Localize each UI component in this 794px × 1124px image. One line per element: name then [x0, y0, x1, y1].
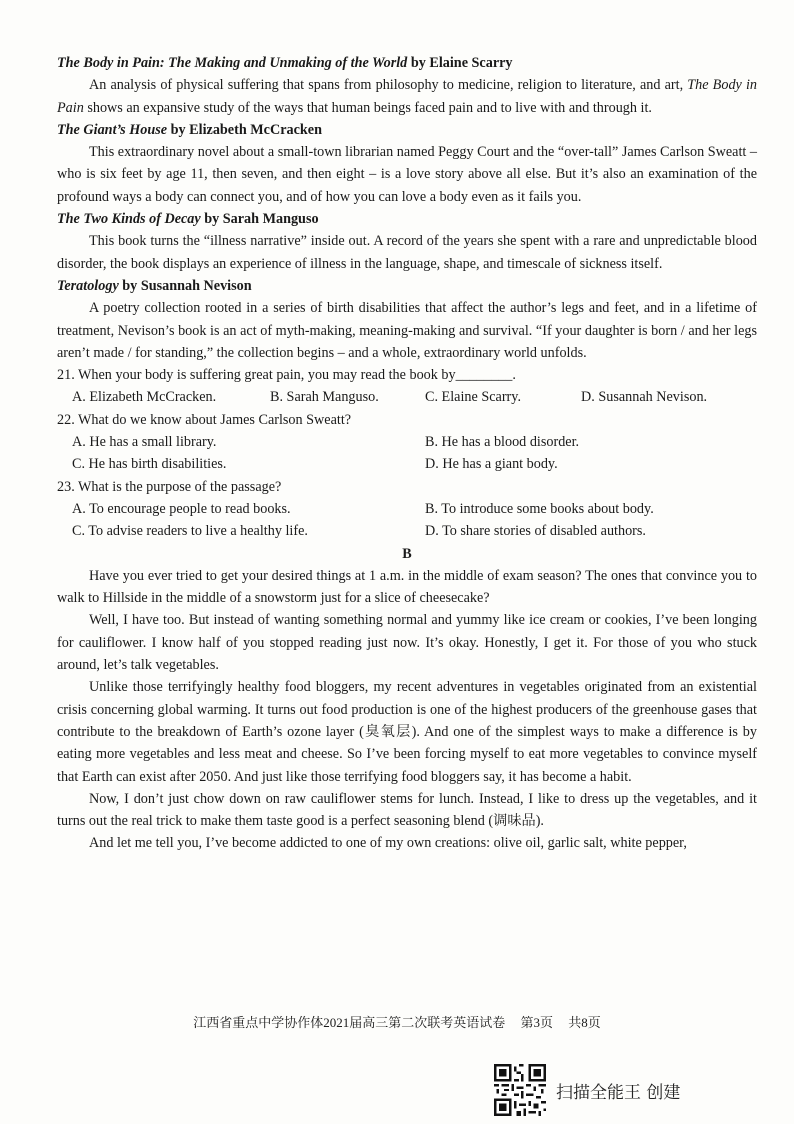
- option-21-a: A. Elizabeth McCracken.: [72, 389, 217, 406]
- book-description-2: This extraordinary novel about a small-town librarian named Peggy Court and the “over-tall” James Carlson Sweatt – who is six feet by age 11, then seven, and then eight – is a love story above all else. But it’s also an examination of the profound ways a body can connect you, and of how you can love a body even as it fails you.: [57, 144, 757, 205]
- scanner-label: 扫描全能王 创建: [556, 1082, 681, 1103]
- passage-b-paragraph-5: And let me tell you, I’ve become addicted to one of my own creations: olive oil, garlic salt, white pepper,: [89, 835, 687, 852]
- option-21-d: D. Susannah Nevison.: [581, 389, 708, 406]
- question-21-options: [57, 386, 757, 408]
- document-page: [57, 52, 757, 855]
- section-b-heading: B: [402, 545, 412, 562]
- book-title-2: The Giant’s House by Elizabeth McCracken: [57, 121, 322, 138]
- option-22-c: C. He has birth disabilities.: [72, 456, 227, 473]
- page-total: 共8页: [568, 1015, 601, 1030]
- page-number: 第3页: [520, 1015, 553, 1030]
- question-23: 23. What is the purpose of the passage?: [57, 478, 282, 495]
- option-23-c: C. To advise readers to live a healthy life.: [72, 523, 308, 540]
- scanner-watermark: [494, 1064, 680, 1116]
- question-22-options: [57, 431, 757, 476]
- passage-b-paragraph-2: Well, I have too. But instead of wanting something normal and yummy like ice cream or cookies, I’ve been longing for cauliflower. I know half of you stopped reading just now. It’s okay. Honestly, I get it. For those of you who stuck around, let’s talk vegetables.: [57, 612, 757, 674]
- option-22-d: D. He has a giant body.: [425, 456, 558, 473]
- book-description-3: This book turns the “illness narrative” inside out. A record of the years she spent with a rare and unpredictable blood disorder, the book displays an experience of illness in the language, shape, and timescale of sickness itself.: [57, 233, 757, 272]
- passage-b-paragraph-4: Now, I don’t just chow down on raw cauliflower stems for lunch. Instead, I like to dress up the vegetables, and it turns out the real trick to make them taste good is a perfect seasoning blend (调味品).: [57, 790, 757, 830]
- option-21-c: C. Elaine Scarry.: [425, 389, 521, 406]
- option-23-b: B. To introduce some books about body.: [425, 500, 654, 517]
- question-23-options: [57, 498, 757, 543]
- qr-code-icon: [494, 1064, 546, 1116]
- book-title-3: The Two Kinds of Decay by Sarah Manguso: [57, 211, 319, 228]
- option-22-b: B. He has a blood disorder.: [425, 434, 580, 451]
- question-22: 22. What do we know about James Carlson Sweatt?: [57, 411, 352, 428]
- passage-b-paragraph-3: Unlike those terrifyingly healthy food bloggers, my recent adventures in vegetables originated from an existential crisis concerning global warming. It turns out food production is one of the highest producers of the greenhouse gases that contribute to the breakdown of Earth’s ozone layer (臭氧层). And one of the simplest ways to make a difference is by eating more vegetables and less meat and cheese. So I’ve been forcing myself to eat more vegetables to convince myself that Earth can exist after 2050. And just like those terrifying food bloggers say, it has become a habit.: [57, 679, 757, 785]
- option-22-a: A. He has a small library.: [72, 434, 217, 451]
- option-21-b: B. Sarah Manguso.: [270, 389, 379, 406]
- passage-b-paragraph-1: Have you ever tried to get your desired things at 1 a.m. in the middle of exam season? The ones that convince you to walk to Hillside in the middle of a snowstorm just for a slice of cheesecake?: [57, 567, 757, 607]
- book-description-4: A poetry collection rooted in a series of birth disabilities that affect the author’s legs and feet, and in a lifetime of treatment, Nevison’s book is an act of myth-making, meaning-making and survival. “If your daughter is born / and her legs aren’t made / for standing,” the collection begins – and a whole, extraordinary world unfolds.: [57, 300, 757, 361]
- book-title-4: Teratology by Susannah Nevison: [57, 277, 252, 294]
- option-23-a: A. To encourage people to read books.: [72, 500, 291, 517]
- book-title-1: The Body in Pain: The Making and Unmaking of the World by Elaine Scarry: [57, 55, 513, 71]
- book-description-1: An analysis of physical suffering that spans from philosophy to medicine, religion to literature, and art, The Body in Pain shows an expansive study of the ways that human beings faced pain and to live with and through it.: [57, 77, 758, 116]
- question-21: 21. When your body is suffering great pain, you may read the book by________.: [57, 367, 516, 384]
- exam-title: 江西省重点中学协作体2021届高三第二次联考英语试卷: [193, 1015, 506, 1030]
- option-23-d: D. To share stories of disabled authors.: [425, 523, 646, 540]
- page-footer: [0, 1012, 794, 1031]
